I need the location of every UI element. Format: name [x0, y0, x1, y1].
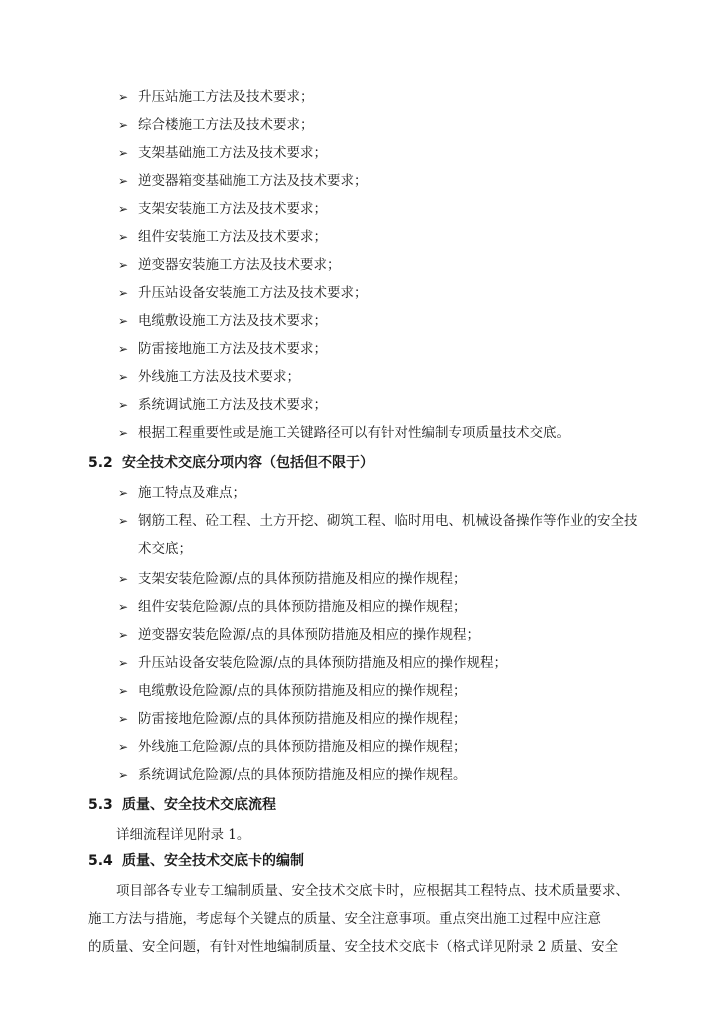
arrow-bullet-icon: ➢: [118, 258, 129, 272]
list-item: [118, 512, 638, 530]
list-item-text: 逆变器安装危险源/点的具体预防措施及相应的操作规程；: [138, 627, 481, 643]
arrow-bullet-icon: ➢: [118, 118, 129, 132]
section-heading: [88, 852, 304, 870]
arrow-bullet-icon: ➢: [118, 370, 129, 384]
list-item: [118, 738, 467, 756]
body-paragraph: 详细流程详见附录 1。: [116, 827, 251, 843]
list-item-text: 施工特点及难点；: [138, 485, 246, 501]
list-item-text: 升压站施工方法及技术要求；: [138, 89, 314, 105]
list-item-text: 钢筋工程、砼工程、土方开挖、砌筑工程、临时用电、机械设备操作等作业的安全技: [138, 513, 638, 529]
list-item: [118, 88, 314, 106]
list-item: [118, 172, 368, 190]
list-item: [118, 570, 467, 588]
section-number: 5.3: [88, 797, 113, 813]
list-item: [118, 682, 467, 700]
list-item-text: 外线施工危险源/点的具体预防措施及相应的操作规程；: [138, 739, 467, 755]
list-item-text: 防雷接地危险源/点的具体预防措施及相应的操作规程；: [138, 711, 467, 727]
section-number: 5.2: [88, 455, 113, 471]
list-item-text: 升压站设备安装危险源/点的具体预防措施及相应的操作规程；: [138, 655, 508, 671]
list-item-text: 根据工程重要性或是施工关键路径可以有针对性编制专项质量技术交底。: [138, 425, 570, 441]
list-item: [118, 284, 368, 302]
body-paragraph-line: 的质量、安全问题，有针对性地编制质量、安全技术交底卡（格式详见附录 2 质量、安全: [88, 939, 619, 955]
arrow-bullet-icon: ➢: [118, 740, 129, 754]
arrow-bullet-icon: ➢: [118, 314, 129, 328]
list-item-text: 升压站设备安装施工方法及技术要求；: [138, 285, 368, 301]
section-heading: [88, 454, 374, 472]
arrow-bullet-icon: ➢: [118, 628, 129, 642]
arrow-bullet-icon: ➢: [118, 426, 129, 440]
list-item: [118, 256, 341, 274]
arrow-bullet-icon: ➢: [118, 600, 129, 614]
list-item-text: 支架基础施工方法及技术要求；: [138, 145, 327, 161]
list-item-text: 防雷接地施工方法及技术要求；: [138, 341, 327, 357]
list-item: [118, 116, 314, 134]
list-item: [118, 598, 467, 616]
arrow-bullet-icon: ➢: [118, 146, 129, 160]
arrow-bullet-icon: ➢: [118, 230, 129, 244]
arrow-bullet-icon: ➢: [118, 768, 129, 782]
section-title: 质量、安全技术交底流程: [122, 797, 276, 813]
section-number: 5.4: [88, 853, 113, 869]
list-item: [118, 710, 467, 728]
arrow-bullet-icon: ➢: [118, 486, 129, 500]
list-item: [118, 424, 570, 442]
body-paragraph-line: 项目部各专业专工编制质量、安全技术交底卡时，应根据其工程特点、技术质量要求、: [116, 883, 629, 899]
list-item: [118, 200, 327, 218]
list-item: [118, 144, 327, 162]
list-item-text: 逆变器箱变基础施工方法及技术要求；: [138, 173, 368, 189]
arrow-bullet-icon: ➢: [118, 202, 129, 216]
list-item-text: 支架安装危险源/点的具体预防措施及相应的操作规程；: [138, 571, 467, 587]
arrow-bullet-icon: ➢: [118, 572, 129, 586]
list-item: [118, 766, 467, 784]
list-item-text: 系统调试施工方法及技术要求；: [138, 397, 327, 413]
list-item-text: 系统调试危险源/点的具体预防措施及相应的操作规程。: [138, 767, 467, 783]
list-item-text: 电缆敷设施工方法及技术要求；: [138, 313, 327, 329]
list-item: [118, 228, 327, 246]
list-item: [118, 340, 327, 358]
body-paragraph-line: 施工方法与措施，考虑每个关键点的质量、安全注意事项。重点突出施工过程中应注意: [88, 911, 601, 927]
list-item-text: 外线施工方法及技术要求；: [138, 369, 300, 385]
arrow-bullet-icon: ➢: [118, 684, 129, 698]
list-item: [118, 312, 327, 330]
section-heading: [88, 796, 276, 814]
list-item-continuation: 术交底；: [138, 541, 192, 557]
arrow-bullet-icon: ➢: [118, 286, 129, 300]
arrow-bullet-icon: ➢: [118, 656, 129, 670]
list-item: [118, 654, 507, 672]
list-item-text: 电缆敷设危险源/点的具体预防措施及相应的操作规程；: [138, 683, 467, 699]
list-item: [118, 396, 327, 414]
list-item-text: 组件安装危险源/点的具体预防措施及相应的操作规程；: [138, 599, 467, 615]
list-item-text: 支架安装施工方法及技术要求；: [138, 201, 327, 217]
arrow-bullet-icon: ➢: [118, 398, 129, 412]
arrow-bullet-icon: ➢: [118, 712, 129, 726]
list-item: [118, 368, 300, 386]
section-title: 质量、安全技术交底卡的编制: [122, 853, 304, 869]
arrow-bullet-icon: ➢: [118, 514, 129, 528]
arrow-bullet-icon: ➢: [118, 90, 129, 104]
arrow-bullet-icon: ➢: [118, 174, 129, 188]
section-title: 安全技术交底分项内容（包括但不限于）: [122, 455, 374, 471]
list-item-text: 组件安装施工方法及技术要求；: [138, 229, 327, 245]
list-item-text: 综合楼施工方法及技术要求；: [138, 117, 314, 133]
arrow-bullet-icon: ➢: [118, 342, 129, 356]
list-item-text: 逆变器安装施工方法及技术要求；: [138, 257, 341, 273]
list-item: [118, 484, 246, 502]
list-item: [118, 626, 480, 644]
